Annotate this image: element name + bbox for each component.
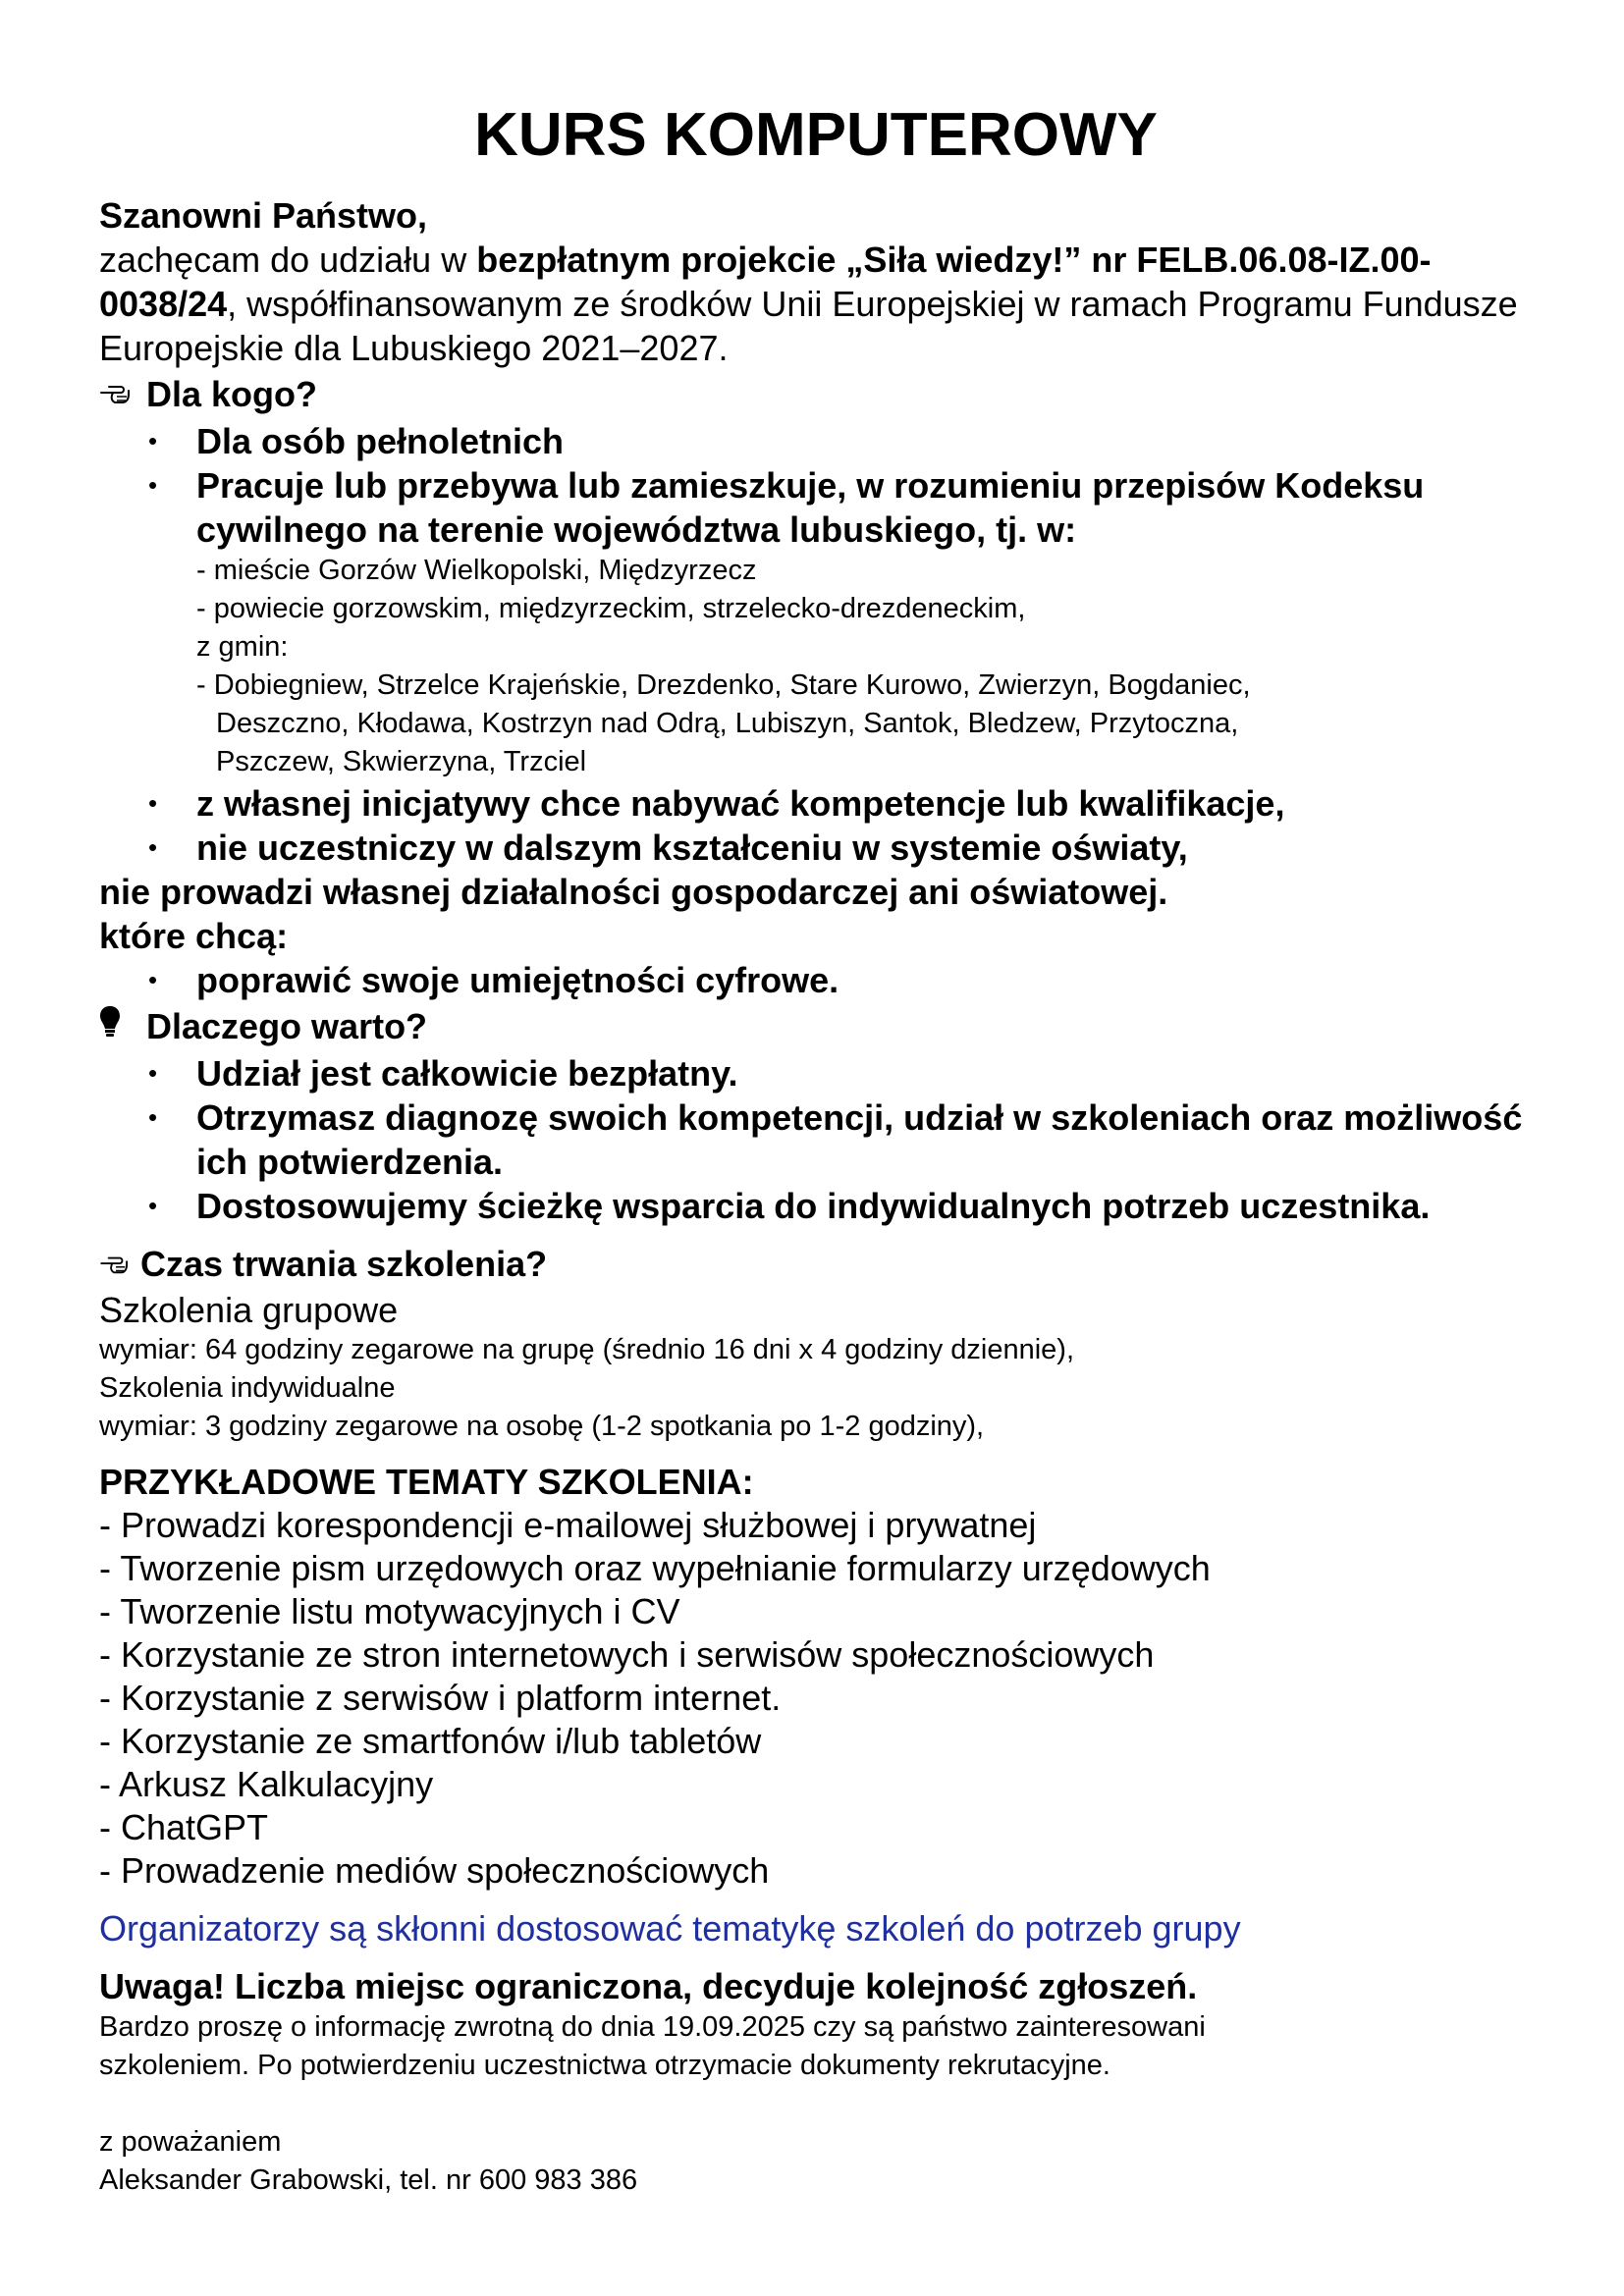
list-item: - Arkusz Kalkulacyjny — [99, 1764, 434, 1804]
intro-text-a: zachęcam do udziału w — [99, 240, 477, 280]
sub-item: Pszczew, Skwierzyna, Trzciel — [216, 746, 587, 777]
page-title: KURS KOMPUTEROWY — [474, 101, 1158, 169]
signature-name: Aleksander Grabowski, tel. nr 600 983 386 — [99, 2164, 638, 2196]
group-training-duration: wymiar: 64 godziny zegarowe na grupę (średnio 16 dni x 4 godziny dziennie), — [99, 1334, 1075, 1365]
greeting: Szanowni Państwo, — [99, 195, 428, 236]
topics-heading: PRZYKŁADOWE TEMATY SZKOLENIA: — [99, 1462, 754, 1502]
list-item: - Tworzenie pism urzędowych oraz wypełnianie formularzy urzędowych — [99, 1548, 1211, 1588]
section-time-heading — [99, 1242, 1533, 1287]
list-item: - Korzystanie ze smartfonów i/lub tabletów — [99, 1721, 762, 1761]
individual-training-duration: wymiar: 3 godziny zegarowe na osobę (1-2 spotkania po 1-2 godziny), — [99, 1411, 985, 1442]
section-time-title: Czas trwania szkolenia? — [140, 1244, 548, 1284]
section-who-heading — [99, 372, 1533, 417]
topics-list — [99, 1504, 1533, 1893]
document-page — [99, 93, 1533, 2200]
list-item: • Otrzymasz diagnozę swoich kompetencji, udział w szkoleniach oraz możliwość ich potwierdzenia. — [148, 1095, 1533, 1184]
list-item: - Korzystanie ze stron internetowych i serwisów społecznościowych — [99, 1634, 1155, 1675]
intro-paragraph — [99, 238, 1533, 370]
list-item: • z własnej inicjatywy chce nabywać kompetencje lub kwalifikacje, — [148, 781, 1533, 826]
list-item: • nie uczestniczy w dalszym kształceniu w systemie oświaty, — [148, 826, 1533, 870]
list-item: • poprawić swoje umiejętności cyfrowe. — [148, 958, 1533, 1002]
intro-text-c: , współfinansowanym ze środków Unii Europejskiej w ramach Programu Fundusze Europejskie dla Lubuskiego 2021–2027. — [99, 284, 1518, 368]
section-who-title: Dla kogo? — [146, 374, 318, 414]
why-list — [99, 1051, 1533, 1228]
section-why-title: Dlaczego warto? — [146, 1006, 428, 1046]
sub-item: - powiecie gorzowskim, międzyrzeckim, strzelecko-drezdeneckim, — [196, 593, 1026, 624]
list-item: - Korzystanie z serwisów i platform internet. — [99, 1678, 782, 1718]
intro-project-name: bezpłatnym projekcie „Siła wiedzy!” nr FELB.06.08-IZ.00-0038/24 — [99, 240, 1432, 324]
who-line-after: nie prowadzi własnej działalności gospodarczej ani oświatowej. — [99, 872, 1168, 912]
who-goal-list — [99, 958, 1533, 1002]
list-item: - Prowadzenie mediów społecznościowych — [99, 1850, 770, 1891]
notice-line: szkoleniem. Po potwierdzeniu uczestnictwa otrzymacie dokumenty rekrutacyjne. — [99, 2050, 1110, 2081]
group-training: Szkolenia grupowe — [99, 1290, 399, 1330]
who-which: które chcą: — [99, 916, 289, 956]
notice-bold: Uwaga! Liczba miejsc ograniczona, decyduje kolejność zgłoszeń. — [99, 1966, 1198, 2006]
sub-item: - mieście Gorzów Wielkopolski, Międzyrzecz — [196, 555, 757, 586]
pointing-hand-icon — [99, 1242, 140, 1287]
location-sublist — [196, 552, 1533, 781]
list-item — [148, 463, 1533, 781]
who-list — [99, 419, 1533, 870]
list-item: • Dla osób pełnoletnich — [148, 419, 1533, 463]
section-why-heading — [99, 1004, 1533, 1049]
list-item: - ChatGPT — [99, 1807, 269, 1847]
list-item: - Prowadzi korespondencji e-mailowej służbowej i prywatnej — [99, 1505, 1037, 1545]
individual-training: Szkolenia indywidualne — [99, 1372, 396, 1404]
sub-item: Deszczno, Kłodawa, Kostrzyn nad Odrą, Lubiszyn, Santok, Bledzew, Przytoczna, — [216, 708, 1239, 739]
who-residence-text: Pracuje lub przebywa lub zamieszkuje, w rozumieniu przepisów Kodeksu cywilnego na terenie województwa lubuskiego, tj. w: — [196, 465, 1425, 550]
notice-line: Bardzo proszę o informację zwrotną do dnia 19.09.2025 czy są państwo zainteresowani — [99, 2011, 1206, 2043]
pointing-hand-icon — [99, 372, 146, 417]
closing: z poważaniem — [99, 2126, 282, 2158]
list-item: - Tworzenie listu motywacyjnych i CV — [99, 1591, 680, 1631]
list-item: • Udział jest całkowicie bezpłatny. — [148, 1051, 1533, 1095]
organizers-note: Organizatorzy są skłonni dostosować tematykę szkoleń do potrzeb grupy — [99, 1908, 1241, 1949]
lightbulb-icon — [99, 1004, 146, 1049]
sub-item: - Dobiegniew, Strzelce Krajeńskie, Drezdenko, Stare Kurowo, Zwierzyn, Bogdaniec, — [196, 669, 1251, 701]
sub-item: z gmin: — [196, 631, 289, 663]
list-item: • Dostosowujemy ścieżkę wsparcia do indywidualnych potrzeb uczestnika. — [148, 1184, 1533, 1228]
